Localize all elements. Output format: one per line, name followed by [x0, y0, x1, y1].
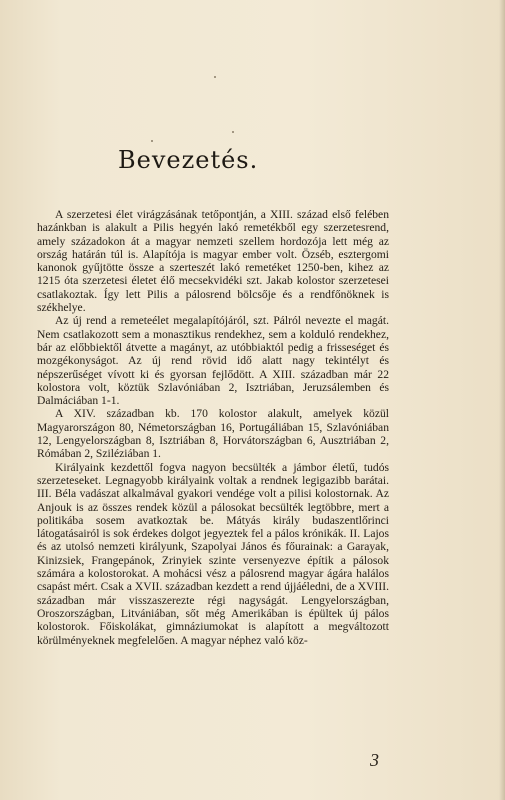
paper-speck — [214, 76, 216, 78]
paragraph: A XIV. században kb. 170 kolostor alakult, amelyek közül Magyarországon 80, Németországban 16, Portugáliában 15, Szlavóniában 12, Lengyelországban 8, Isztriában 8, Horvátországban 6, Ausztriában 2, Rómában 2, Sziléziában 1. — [37, 407, 389, 461]
paragraph: Az új rend a remeteélet megalapítójáról, szt. Pálról nevezte el magát. Nem csatlakozott sem a monasztikus rendekhez, sem a kolduló rendekhez, bár az előbbiektől átvette a magányt, az utóbbiaktól pedig a frisseséget és mozgékonyságot. Az új rend rövid idő alatt nagy tekintélyt és népszerűséget vívott ki és gyorsan fejlődött. A XIII. században már 22 kolostora volt, köztük Szlavóniában 2, Isztriában, Jeruzsálemben és Dalmáciában 1-1. — [37, 314, 389, 408]
page-number: 3 — [370, 750, 379, 770]
paper-speck — [232, 131, 234, 133]
body-text — [37, 208, 389, 647]
paragraph: A szerzetesi élet virágzásának tetőpontján, a XIII. század első felében hazánkban is alakult a Pilis hegyén lakó remetékből egy szerzetesrend, amely századokon át a magyar nemzeti szellem hordozója lett még az ország határán túl is. Alapítója is magyar ember volt. Özséb, esztergomi kanonok gyűjtötte össze a szerteszét lakó remetéket 1250-ben, kihez az 1215 óta szerzetesi életet élő mecsekvidéki szt. Jakab kolostor szerzetesei csatlakoztak. Így lett Pilis a pálosrend bölcsője és a rendfőnöknek is székhelye. — [37, 208, 389, 315]
paper-speck — [151, 140, 153, 142]
paragraph: Királyaink kezdettől fogva nagyon becsülték a jámbor életű, tudós szerzeteseket. Legnagyobb királyaink voltak a rendnek legigazibb barátai. III. Béla vadászat alkalmával gyakori vendége volt a pilisi kolostornak. Az Anjouk is az összes rendek közül a pálosokat becsülték legtöbbre, mert a politikába sosem avatkoztak be. Mátyás király budaszentlőrinci látogatásairól is sok érdekes dolgot jegyeztek fel a pálos krónikák. II. Lajos és az utolsó nemzeti királyunk, Szapolyai János és főurainak: a Garayak, Kinizsiek, Frangepánok, Zrinyiek szinte versenyezve építik a pálosok számára a kolostorokat. A mohácsi vész a pálosrend magyar ágára halálos csapást mért. Csak a XVII. században kezdett a rend újjáéledni, de a XVIII. században már visszaszerezte régi nagyságát. Lengyelországban, Oroszországban, Litvániában, sőt még Amerikában is épültek új pálos kolostorok. Főiskolákat, gimnáziumokat is alapított a megváltozott körülményeknek megfelelően. A magyar néphez való köz- — [37, 460, 389, 647]
page-edge-shadow — [499, 0, 505, 800]
page-title: Bevezetés. — [118, 146, 259, 174]
